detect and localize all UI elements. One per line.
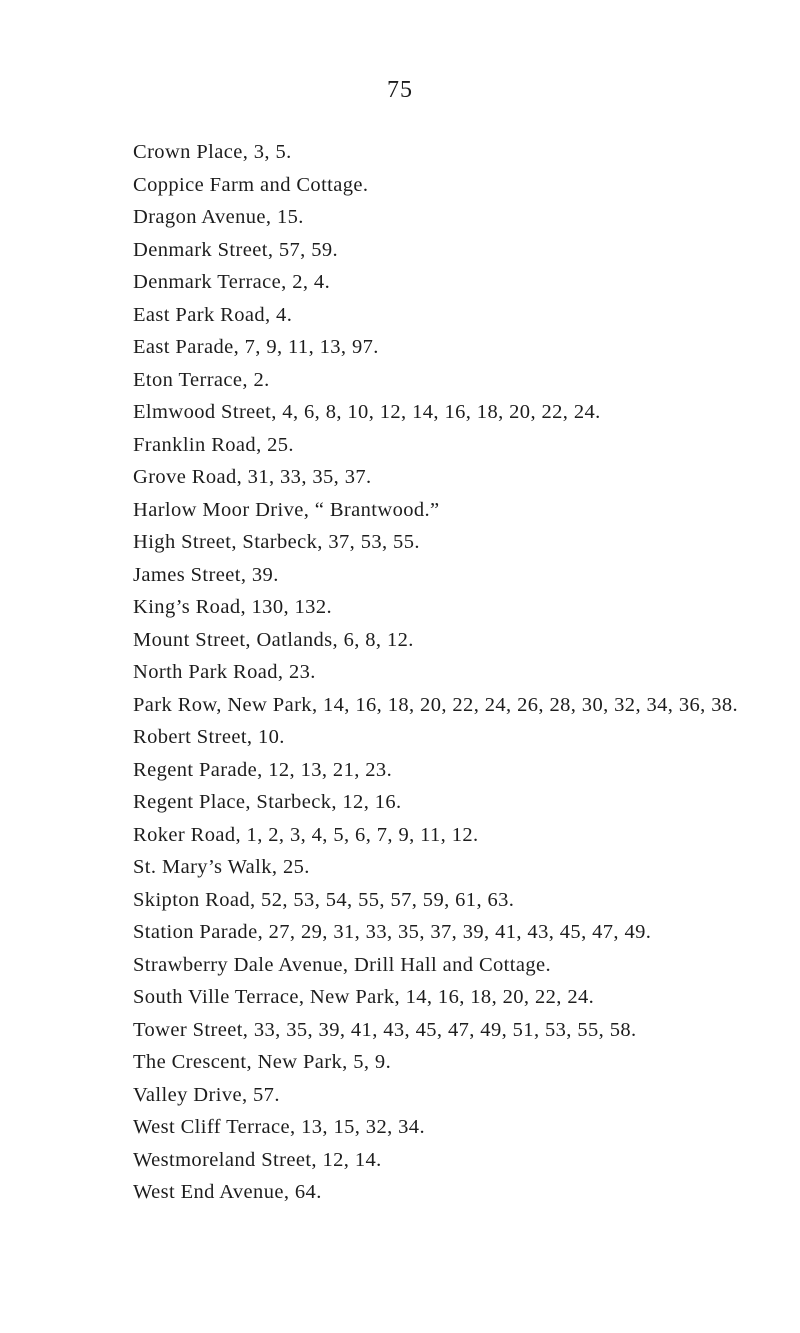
list-item: Elmwood Street, 4, 6, 8, 10, 12, 14, 16, 18, 20, 22, 24. [133,401,601,423]
page-number: 75 [387,77,413,103]
list-item: James Street, 39. [133,563,279,586]
list-item: Roker Road, 1, 2, 3, 4, 5, 6, 7, 9, 11, 12. [133,823,479,846]
list-item: The Crescent, New Park, 5, 9. [133,1051,392,1073]
list-item: East Parade, 7, 9, 11, 13, 97. [133,336,379,358]
list-item: Denmark Street, 57, 59. [133,238,339,261]
list-item: Crown Place, 3, 5. [133,141,292,163]
list-item: Dragon Avenue, 15. [133,206,304,228]
list-item: West End Avenue, 64. [133,1181,322,1203]
list-item: High Street, Starbeck, 37, 53, 55. [133,531,420,553]
list-item: Coppice Farm and Cottage. [133,173,369,196]
list-item: Station Parade, 27, 29, 31, 33, 35, 37, 39, 41, 43, 45, 47, 49. [133,921,652,943]
list-item: Mount Street, Oatlands, 6, 8, 12. [133,628,414,651]
list-item: Valley Drive, 57. [133,1083,280,1106]
list-item: Grove Road, 31, 33, 35, 37. [133,466,372,488]
list-item: Eton Terrace, 2. [133,368,270,391]
list-item: Park Row, New Park, 14, 16, 18, 20, 22, 24, 26, 28, 30, 32, 34, 36, 38. [133,693,739,716]
list-item: Robert Street, 10. [133,726,285,748]
list-item: West Cliff Terrace, 13, 15, 32, 34. [133,1116,425,1138]
list-item: Denmark Terrace, 2, 4. [133,271,331,293]
list-item: South Ville Terrace, New Park, 14, 16, 18, 20, 22, 24. [133,986,595,1008]
list-item: Regent Place, Starbeck, 12, 16. [133,791,402,813]
address-list [133,138,773,1211]
list-item: St. Mary’s Walk, 25. [133,856,310,878]
list-item: Skipton Road, 52, 53, 54, 55, 57, 59, 61, 63. [133,888,515,911]
list-item: Westmoreland Street, 12, 14. [133,1148,382,1171]
list-item: Harlow Moor Drive, “ Brantwood.” [133,498,440,521]
list-item: Franklin Road, 25. [133,433,294,456]
list-item: North Park Road, 23. [133,661,316,683]
list-item: Tower Street, 33, 35, 39, 41, 43, 45, 47, 49, 51, 53, 55, 58. [133,1018,637,1041]
list-item: King’s Road, 130, 132. [133,596,332,618]
list-item: East Park Road, 4. [133,303,293,326]
list-item: Strawberry Dale Avenue, Drill Hall and Cottage. [133,953,552,976]
list-item: Regent Parade, 12, 13, 21, 23. [133,758,393,781]
